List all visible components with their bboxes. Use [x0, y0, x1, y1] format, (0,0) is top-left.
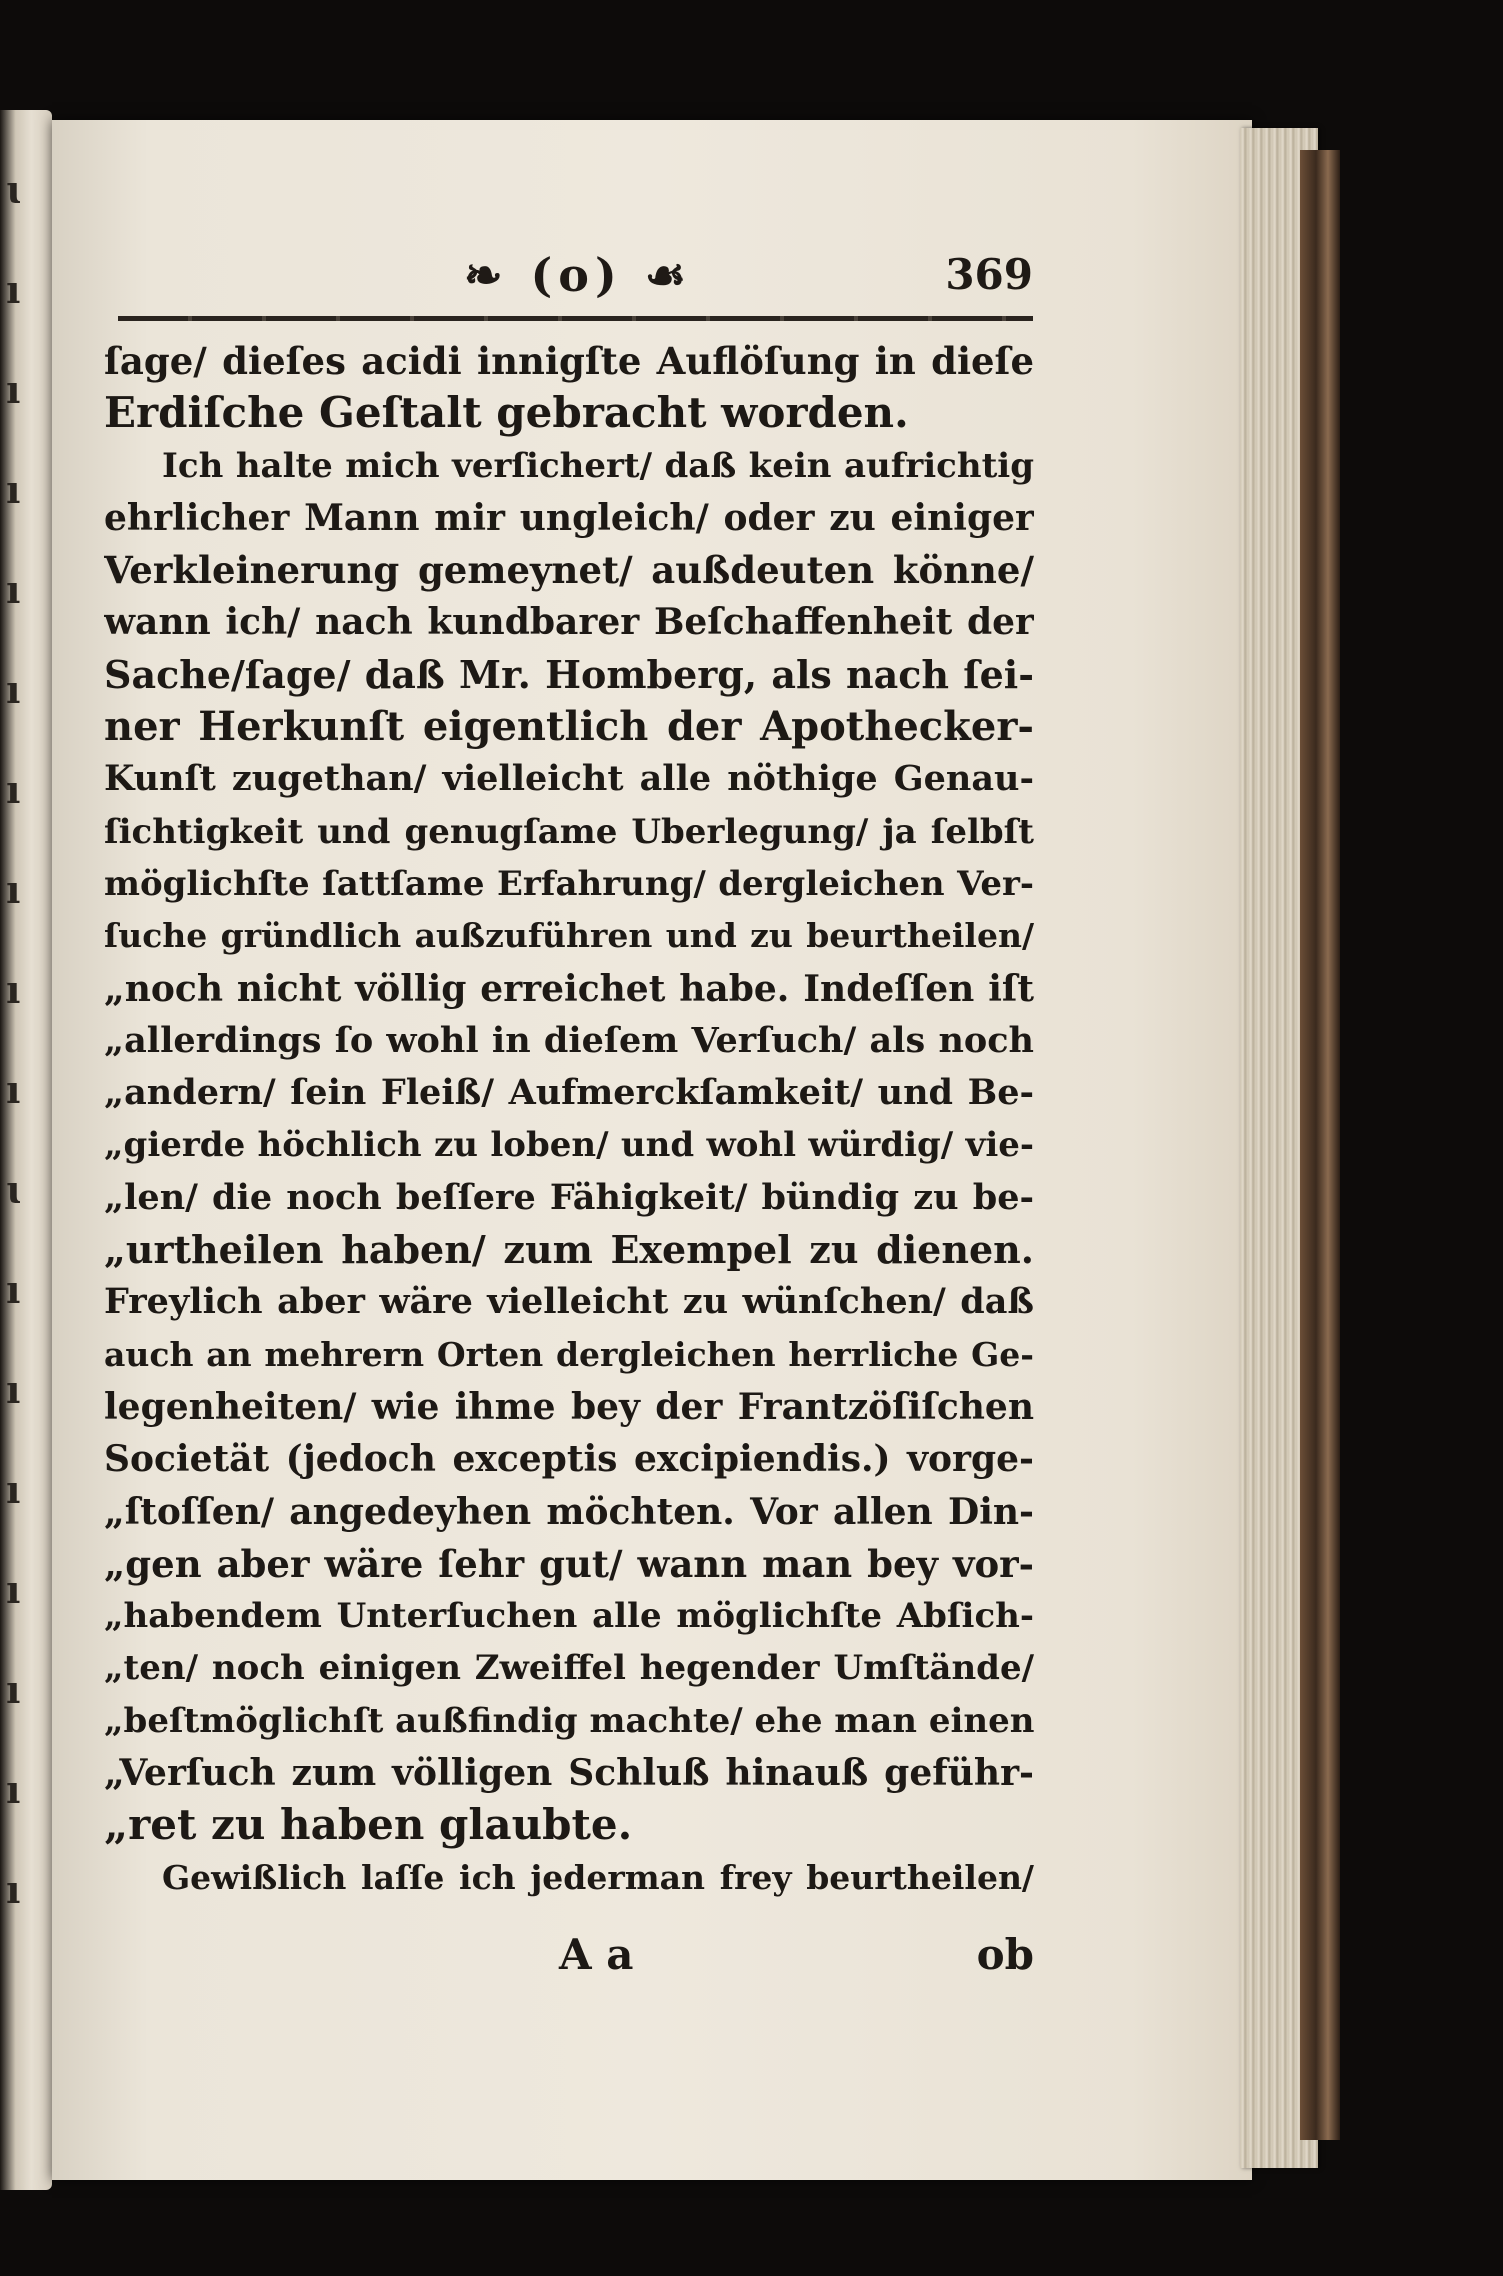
text-line: legenheiten/ wie ihme bey der Frantzöſiſchen	[104, 1385, 1034, 1428]
text-line: Societät (jedoch exceptis excipiendis.) vorge-	[104, 1438, 1034, 1481]
text-line: „gen aber wäre ſehr gut/ wann man bey vor-	[104, 1541, 1034, 1586]
text-line: „andern/ ſein Fleiß/ Aufmerckſamkeit/ und Be-	[104, 1072, 1034, 1114]
header-rule	[118, 316, 1033, 321]
text-line: auch an mehrern Orten dergleichen herrliche Ge-	[104, 1334, 1034, 1374]
catchword: ob	[976, 1930, 1034, 1979]
text-line: „ſtoſſen/ angedeyhen möchten. Vor allen Din-	[104, 1490, 1034, 1533]
text-line: ſuche gründlich außzuführen und zu beurtheilen/	[104, 916, 1034, 956]
book-cover-edge	[1300, 150, 1340, 2140]
text-line: „gierde höchlich zu loben/ und wohl würdig/ vie-	[104, 1125, 1034, 1166]
text-line: „ten/ noch einigen Zweiffel hegender Umſtände/	[104, 1648, 1034, 1689]
facing-page-text-fragments: ɩ ı ı ı ı ı ı ı ı ı ɩ ı ı ı ı ı ı ı	[6, 167, 21, 1912]
text-line: ſichtigkeit und genugſame Uberlegung/ ja ſelbſt	[104, 811, 1034, 852]
text-line: Sache/ſage/ daß Mr. Homberg, als nach ſei-	[104, 651, 1034, 697]
text-line: Erdiſche Geſtalt gebracht worden.	[104, 388, 909, 438]
page-footer	[104, 1930, 1034, 1982]
text-line: „beſtmöglichſt außfindig machte/ ehe man einen	[104, 1700, 1034, 1741]
text-line: wann ich/ nach kundbarer Beſchaffenheit der	[104, 601, 1034, 644]
body-text	[104, 335, 1034, 1904]
text-line: ner Herkunſt eigentlich der Apothecker-	[104, 703, 1034, 751]
page-number: 369	[945, 250, 1033, 299]
text-line: „len/ die noch beſſere Fähigkeit/ bündig zu be-	[104, 1176, 1034, 1218]
text-line: Verkleinerung gemeynet/ außdeuten könne/	[104, 548, 1034, 593]
text-line: „allerdings ſo wohl in dieſem Verſuch/ als noch	[104, 1019, 1034, 1061]
text-line: „noch nicht völlig erreichet habe. Indeſſen iſt	[104, 967, 1034, 1010]
text-line: ſage/ dieſes acidi innigſte Auflöſung in dieſe	[104, 339, 1034, 383]
text-line: ehrlicher Mann mir ungleich/ oder zu einiger	[104, 496, 1034, 539]
text-line: „ret zu haben glaubte.	[104, 1800, 633, 1850]
header-ornament: ❧ (o) ☙	[463, 248, 693, 302]
text-line: Freylich aber wäre vielleicht zu wünſchen/ daß	[104, 1281, 1034, 1323]
text-line: Gewißlich laſſe ich jederman frey beurtheilen/	[162, 1857, 1034, 1897]
running-header	[118, 248, 1033, 328]
text-line: „Verſuch zum völligen Schluß hinauß geführ-	[104, 1752, 1034, 1795]
text-line: möglichſte ſattſame Erfahrung/ dergleichen Ver-	[104, 863, 1034, 904]
text-line: Kunſt zugethan/ vielleicht alle nöthige Genau-	[104, 758, 1034, 800]
text-line: „habendem Unterſuchen alle möglichſte Abſich-	[104, 1596, 1034, 1637]
signature-mark: A a	[559, 1930, 634, 1979]
text-line: Ich halte mich verſichert/ daß kein aufrichtig	[162, 445, 1034, 486]
text-line: „urtheilen haben/ zum Exempel zu dienen.	[104, 1227, 1034, 1273]
